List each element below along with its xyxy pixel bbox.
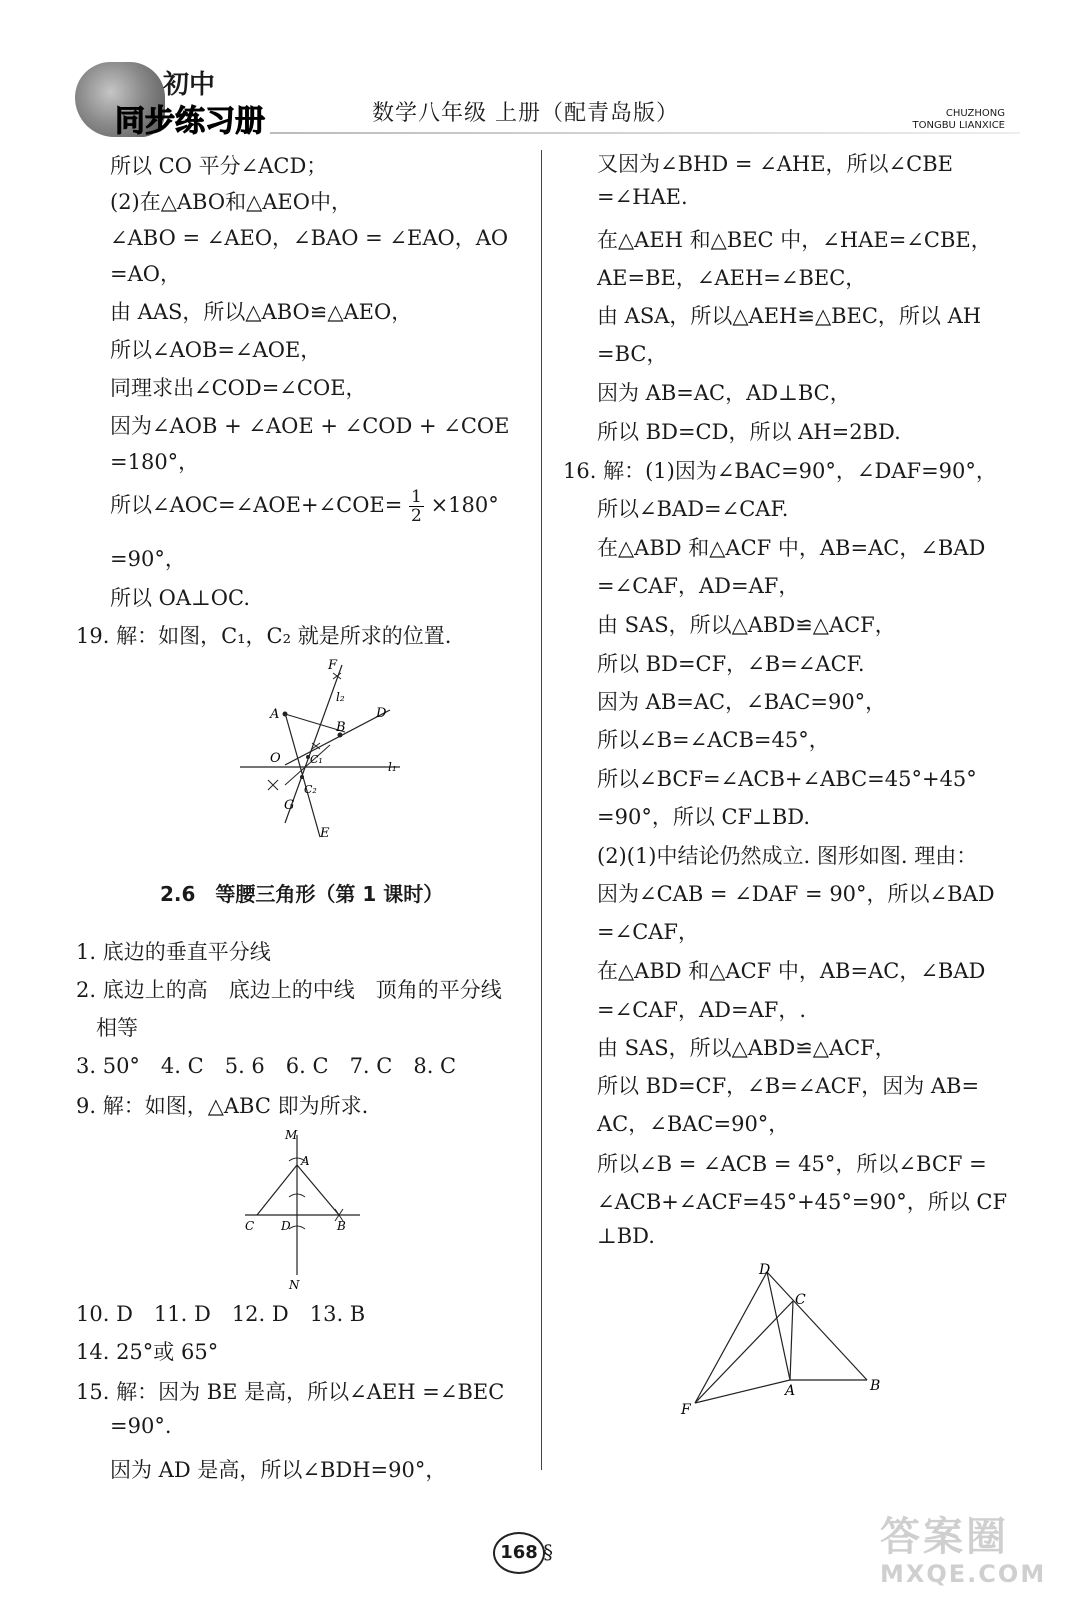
fraction-denominator: 2	[411, 506, 422, 526]
label-c: C	[245, 1219, 255, 1233]
ray-oe	[285, 713, 320, 837]
right-line: 所以∠BCF=∠ACB+∠ABC=45°+45°	[597, 767, 977, 791]
label-f: F	[681, 1402, 691, 1418]
column-divider	[541, 150, 542, 1470]
right-line: 又因为∠BHD = ∠AHE，所以∠CBE	[597, 152, 953, 176]
header-pinyin-2: TONGBU LIANXICE	[912, 120, 1005, 131]
right-line: =BC，	[597, 342, 668, 366]
label-f: F	[328, 658, 338, 673]
answer-2: 2. 底边上的高 底边上的中线 顶角的平分线	[76, 978, 502, 1002]
answer-2-cont: 相等	[96, 1016, 138, 1040]
header-pinyin-1: CHUZHONG	[945, 108, 1005, 119]
right-line: AE=BE，∠AEH=∠BEC，	[597, 266, 867, 290]
right-line: =90°，所以 CF⊥BD.	[597, 805, 811, 829]
right-line: 由 ASA，所以△AEH≌△BEC，所以 AH	[597, 304, 982, 328]
right-line: 所以 BD=CD，所以 AH=2BD.	[597, 420, 901, 444]
label-a: A	[785, 1383, 796, 1399]
figure-19-construction	[230, 655, 410, 845]
logo-top-text: 初中	[163, 70, 216, 100]
fraction-prefix: 所以∠AOC=∠AOE+∠COE=	[110, 493, 403, 517]
left-column	[0, 0, 540, 1500]
left-line: =AO，	[110, 262, 181, 286]
right-line: =∠HAE.	[597, 185, 688, 209]
right-column	[545, 0, 1085, 1500]
left-line: =180°，	[110, 450, 200, 474]
side-ac	[257, 1165, 297, 1215]
left-line: 所以 CO 平分∠ACD；	[110, 154, 328, 178]
left-line: 因为∠AOB + ∠AOE + ∠COD + ∠COE	[110, 414, 510, 438]
right-line: 所以 BD=CF，∠B=∠ACF.	[597, 652, 865, 676]
right-line: AC，∠BAC=90°，	[597, 1112, 790, 1136]
fraction-suffix: ×180°	[430, 493, 499, 517]
segment-fc	[695, 1301, 796, 1403]
right-line: 因为 AB=AC，AD⊥BC，	[597, 381, 851, 405]
right-line: 由 SAS，所以△ABD≌△ACF，	[597, 613, 896, 637]
label-a: A	[270, 707, 280, 722]
label-a: A	[301, 1154, 310, 1168]
right-line: 在△AEH 和△BEC 中，∠HAE=∠CBE，	[597, 228, 992, 252]
left-line: =90°，	[110, 547, 186, 571]
right-line: 由 SAS，所以△ABD≌△ACF，	[597, 1036, 896, 1060]
answer-15-cont: 因为 AD 是高，所以∠BDH=90°，	[110, 1458, 447, 1482]
segment-ca	[790, 1301, 793, 1380]
right-line: 所以∠BAD=∠CAF.	[597, 497, 789, 521]
left-line: (2)在△ABO和△AEO中，	[110, 190, 352, 214]
right-line: 因为∠CAB = ∠DAF = 90°，所以∠BAD	[597, 882, 995, 906]
left-line: 所以 OA⊥OC.	[110, 586, 251, 610]
answer-10-13: 10. D 11. D 12. D 13. B	[76, 1302, 366, 1326]
right-line: =∠CAF，AD=AF，.	[597, 998, 807, 1022]
right-line: =∠CAF，	[597, 920, 699, 944]
label-b: B	[336, 720, 346, 735]
answer-1: 1. 底边的垂直平分线	[76, 940, 271, 964]
segment-fa	[695, 1380, 790, 1403]
figure-9-triangle	[235, 1125, 370, 1295]
segment-db	[767, 1272, 867, 1380]
segment-da	[767, 1272, 790, 1380]
label-n: N	[289, 1278, 300, 1292]
label-d: D	[281, 1219, 291, 1233]
point-c2	[300, 775, 304, 779]
header-title: 数学八年级 上册（配青岛版）	[372, 101, 679, 126]
bisector-line	[285, 745, 330, 785]
section-title: 2.6 等腰三角形（第 1 课时）	[160, 882, 444, 906]
label-b: B	[870, 1378, 881, 1394]
right-line: 所以 BD=CF，∠B=∠ACF，因为 AB=	[597, 1074, 980, 1098]
side-ab	[297, 1165, 339, 1215]
label-c: C	[795, 1292, 806, 1308]
answer-9: 9. 解：如图，△ABC 即为所求.	[76, 1094, 369, 1118]
logo-main-text: 同步练习册	[115, 104, 265, 139]
right-line: (2)(1)中结论仍然成立. 图形如图. 理由：	[597, 844, 978, 868]
left-line: 由 AAS，所以△ABO≌△AEO，	[110, 300, 413, 324]
page-number-ornament: §	[543, 1540, 553, 1564]
page-number: 168	[493, 1532, 545, 1574]
answer-15-cont: =90°.	[110, 1414, 172, 1438]
point-a	[283, 712, 288, 717]
watermark-url: MXQE.COM	[880, 1560, 1047, 1588]
segment-df	[695, 1272, 767, 1403]
label-g: G	[284, 798, 295, 813]
right-line: ∠ACB+∠ACF=45°+45°=90°，所以 CF	[597, 1190, 1008, 1214]
answer-15: 15. 解：因为 BE 是高，所以∠AEH =∠BEC	[76, 1380, 505, 1404]
right-line: ⊥BD.	[597, 1224, 655, 1248]
answer-3-8: 3. 50° 4. C 5. 6 6. C 7. C 8. C	[76, 1054, 457, 1078]
figure-16-triangles	[675, 1258, 895, 1418]
label-o: O	[270, 751, 281, 766]
right-line: 在△ABD 和△ACF 中，AB=AC，∠BAD	[597, 536, 986, 560]
left-line: ∠ABO = ∠AEO，∠BAO = ∠EAO，AO	[110, 226, 509, 250]
fraction-numerator: 1	[411, 487, 422, 507]
question-16: 16. 解：(1)因为∠BAC=90°，∠DAF=90°，	[563, 459, 997, 483]
fraction-one-half	[409, 488, 424, 525]
watermark-logo: 答案圈	[880, 1514, 1009, 1560]
left-line-fraction	[110, 488, 499, 525]
label-l2: l₂	[336, 690, 345, 704]
question-19: 19. 解：如图，C₁，C₂ 就是所求的位置.	[76, 624, 452, 648]
label-c1: C₁	[310, 753, 323, 766]
right-line: 因为 AB=AC，∠BAC=90°，	[597, 690, 887, 714]
label-m: M	[285, 1128, 298, 1142]
label-l1: l₁	[388, 760, 397, 774]
arc-mark	[268, 780, 278, 790]
left-line: 所以∠AOB=∠AOE，	[110, 338, 322, 362]
label-b: B	[337, 1219, 346, 1233]
label-c2: C₂	[304, 783, 317, 796]
right-line: 在△ABD 和△ACF 中，AB=AC，∠BAD	[597, 959, 986, 983]
right-line: 所以∠B=∠ACB=45°，	[597, 728, 830, 752]
left-line: 同理求出∠COD=∠COE，	[110, 376, 367, 400]
right-line: =∠CAF，AD=AF，	[597, 574, 800, 598]
answer-14: 14. 25°或 65°	[76, 1340, 219, 1364]
label-d: D	[759, 1262, 771, 1278]
label-e: E	[320, 826, 330, 841]
label-d: D	[376, 706, 387, 721]
right-line: 所以∠B = ∠ACB = 45°，所以∠BCF =	[597, 1152, 987, 1176]
